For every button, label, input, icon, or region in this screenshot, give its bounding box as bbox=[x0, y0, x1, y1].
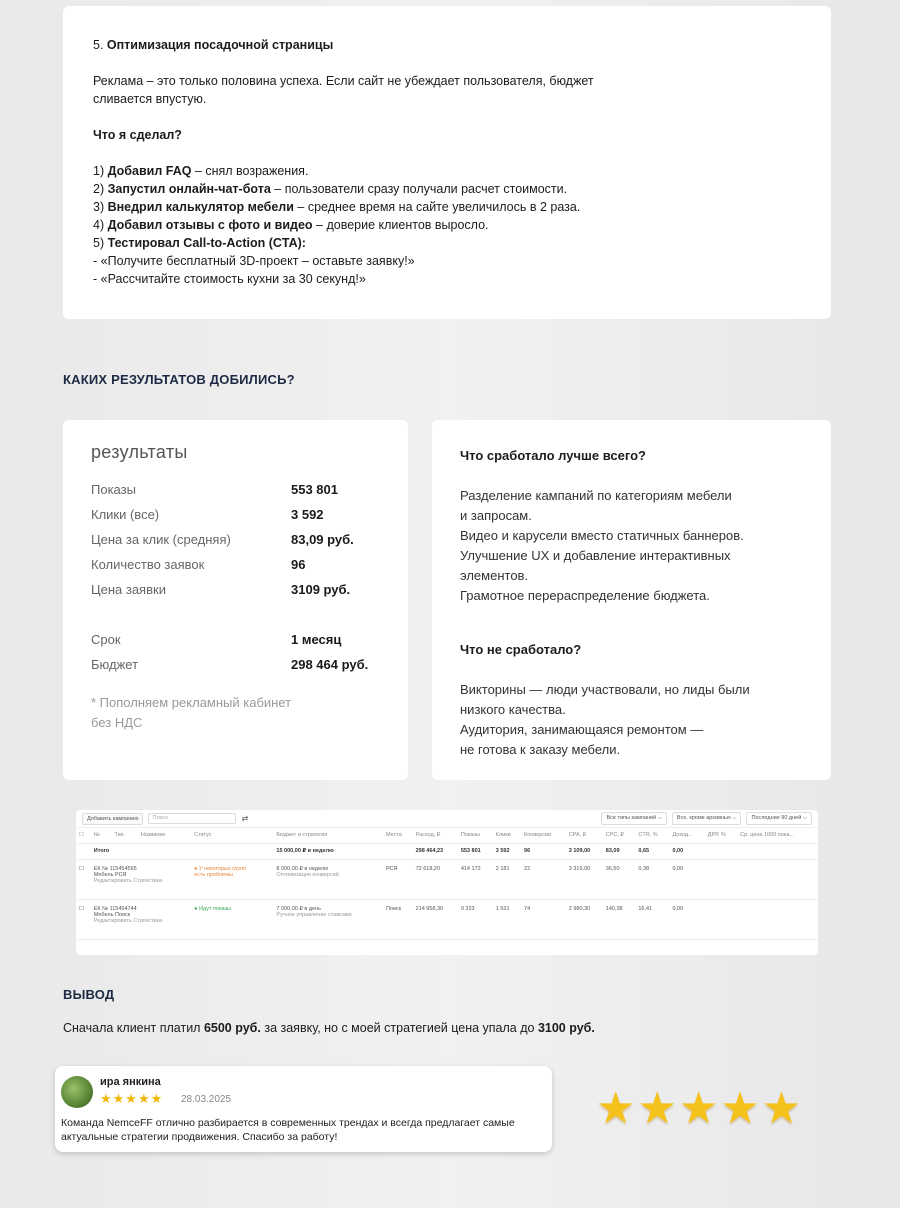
table-cell: 15 000,00 ₽ в неделю bbox=[273, 843, 383, 859]
column-header[interactable]: CPA, ₽ bbox=[566, 828, 603, 843]
campaign-links[interactable]: Редактировать Статистика bbox=[93, 877, 163, 884]
table-header-row bbox=[76, 828, 818, 843]
campaign-name[interactable]: Мебель РСЯ bbox=[93, 871, 127, 878]
metric-value: 3 592 bbox=[291, 507, 324, 522]
table-cell: 553 801 bbox=[458, 843, 493, 859]
cta-example: - «Получите бесплатный 3D-проект – оставьте заявку!» bbox=[93, 254, 415, 268]
column-header[interactable]: ДРР, % bbox=[705, 828, 737, 843]
table-cell: 0,38 bbox=[635, 859, 669, 899]
worked-line: элементов. bbox=[460, 568, 529, 583]
column-header[interactable]: Ср. цена 1000 пока... bbox=[737, 828, 818, 843]
archive-filter-select[interactable]: Все, кроме архивных ⌵ bbox=[672, 812, 742, 825]
table-cell: 9 323 bbox=[458, 899, 493, 939]
table-cell: 74 bbox=[521, 899, 566, 939]
row-checkbox[interactable]: ☐ bbox=[76, 859, 91, 899]
metric-value: 1 месяц bbox=[291, 632, 342, 647]
worked-heading: Что сработало лучше всего? bbox=[460, 448, 646, 463]
optimization-title: 5. Оптимизация посадочной страницы bbox=[93, 38, 334, 52]
strategy-value: Оптимизация конверсий bbox=[276, 871, 339, 878]
status-cell bbox=[191, 899, 273, 939]
table-row[interactable] bbox=[76, 859, 818, 899]
table-cell: 36,50 bbox=[603, 859, 636, 899]
metric-value: 553 801 bbox=[291, 482, 338, 497]
action-item: 5) Тестировал Call-to-Action (CTA): bbox=[93, 236, 306, 250]
worked-line: Грамотное перераспределение бюджета. bbox=[460, 588, 710, 603]
campaign-name[interactable]: Мебель Поиск bbox=[93, 911, 131, 918]
metric-value: 83,09 руб. bbox=[291, 532, 354, 547]
metric-row bbox=[91, 577, 380, 602]
table-cell: Поиск bbox=[383, 899, 413, 939]
column-header[interactable]: CPC, ₽ bbox=[603, 828, 636, 843]
column-header[interactable]: Тип bbox=[111, 828, 137, 843]
table-cell: 2 181 bbox=[493, 859, 521, 899]
table-row[interactable] bbox=[76, 899, 818, 939]
campaign-type-select[interactable]: Все типы кампаний ⌵ bbox=[601, 812, 666, 825]
metric-label: Срок bbox=[91, 632, 121, 647]
campaign-table-screenshot bbox=[76, 810, 818, 955]
what-worked-card bbox=[432, 420, 831, 780]
budget-cell bbox=[273, 899, 383, 939]
table-cell: 96 bbox=[521, 843, 566, 859]
results-heading: КАКИХ РЕЗУЛЬТАТОВ ДОБИЛИСЬ? bbox=[63, 372, 295, 387]
budget-value: 8 000,00 ₽ в неделю bbox=[276, 865, 329, 872]
rating-stars-icon: ★★★★★ bbox=[100, 1091, 164, 1106]
table-cell: РСЯ bbox=[383, 859, 413, 899]
table-cell: 83,09 bbox=[603, 843, 636, 859]
table-cell: 140,38 bbox=[603, 899, 636, 939]
campaign-id: ЕК № 115454744 bbox=[93, 905, 137, 912]
table-cell: 3 109,00 bbox=[566, 843, 603, 859]
not-worked-line: низкого качества. bbox=[460, 702, 566, 717]
column-header[interactable]: CTR, % bbox=[635, 828, 669, 843]
worked-line: Видео и карусели вместо статичных баннеров. bbox=[460, 528, 744, 543]
worked-line: Разделение кампаний по категориям мебели bbox=[460, 488, 732, 503]
table-toolbar bbox=[76, 810, 818, 828]
budget-cell bbox=[273, 859, 383, 899]
column-header[interactable]: Статус bbox=[191, 828, 273, 843]
avatar bbox=[61, 1076, 93, 1108]
metric-row bbox=[91, 652, 380, 677]
action-item: 3) Внедрил калькулятор мебели – среднее время на сайте увеличилось в 2 раза. bbox=[93, 200, 581, 214]
status-badge: ● Идут показы bbox=[194, 905, 231, 912]
conclusion-text: Сначала клиент платил 6500 руб. за заявку, но с моей стратегией цена упала до 3100 руб. bbox=[63, 1021, 595, 1035]
conclusion-heading: ВЫВОД bbox=[63, 987, 115, 1002]
review-text: Команда NemceFF отлично разбирается в современных трендах и всегда предлагает самые актуальные стратегии продвижения. Спасибо за работу! bbox=[61, 1117, 515, 1143]
review-date: 28.03.2025 bbox=[181, 1094, 232, 1105]
column-header[interactable]: Конверсии bbox=[521, 828, 566, 843]
campaign-name-cell[interactable] bbox=[91, 899, 191, 939]
table-cell: 414 172 bbox=[458, 859, 493, 899]
campaign-links[interactable]: Редактировать Статистика bbox=[93, 917, 163, 924]
review-card bbox=[55, 1066, 552, 1152]
column-header[interactable]: Расход, ₽ bbox=[413, 828, 458, 843]
campaign-table bbox=[76, 828, 818, 940]
metric-label: Бюджет bbox=[91, 657, 139, 672]
metric-row bbox=[91, 627, 380, 652]
column-header[interactable]: Название bbox=[138, 828, 191, 843]
column-header[interactable]: Места bbox=[383, 828, 413, 843]
period-select[interactable]: Последние 90 дней ⌵ bbox=[746, 812, 812, 825]
column-header[interactable]: Показы bbox=[458, 828, 493, 843]
metric-row bbox=[91, 552, 380, 577]
select-all-checkbox[interactable]: ☐ bbox=[76, 828, 91, 843]
column-header[interactable]: № bbox=[91, 828, 112, 843]
table-cell: Итого bbox=[91, 843, 191, 859]
not-worked-heading: Что не сработало? bbox=[460, 642, 582, 657]
table-total-row bbox=[76, 843, 818, 859]
add-campaign-button[interactable]: Добавить кампанию bbox=[82, 813, 143, 825]
metric-label: Показы bbox=[91, 482, 136, 497]
what-did-heading: Что я сделал? bbox=[93, 128, 182, 142]
results-card bbox=[63, 420, 408, 780]
strategy-value: Ручное управление ставками bbox=[276, 911, 352, 918]
column-header[interactable]: Клики bbox=[493, 828, 521, 843]
five-stars-icon: ★★★★★ bbox=[596, 1084, 804, 1133]
metric-row bbox=[91, 527, 380, 552]
filter-settings-icon[interactable]: ⇄ bbox=[241, 814, 249, 823]
campaign-id: ЕК № 115454565 bbox=[93, 865, 137, 872]
table-cell: 0,65 bbox=[635, 843, 669, 859]
status-badge: ● У некоторых групп есть проблемы bbox=[194, 865, 246, 878]
table-search-input[interactable]: Поиск bbox=[148, 813, 236, 824]
metric-value: 96 bbox=[291, 557, 306, 572]
metric-label: Цена за клик (средняя) bbox=[91, 532, 231, 547]
not-worked-line: не готова к заказу мебели. bbox=[460, 742, 621, 757]
table-cell: 1 531 bbox=[493, 899, 521, 939]
metric-row bbox=[91, 477, 380, 502]
worked-line: Улучшение UX и добавление интерактивных bbox=[460, 548, 731, 563]
metric-row bbox=[91, 502, 380, 527]
optimization-intro: Реклама – это только половина успеха. Если сайт не убеждает пользователя, бюджет сливается впустую. bbox=[93, 74, 594, 106]
table-cell: 22 bbox=[521, 859, 566, 899]
table-cell: 298 464,23 bbox=[413, 843, 458, 859]
metric-value: 3109 руб. bbox=[291, 582, 351, 597]
table-cell: 0,00 bbox=[669, 899, 704, 939]
action-item: 4) Добавил отзывы с фото и видео – доверие клиентов выросло. bbox=[93, 218, 489, 232]
table-cell: 0,00 bbox=[669, 843, 704, 859]
column-header[interactable]: Доход... bbox=[669, 828, 704, 843]
budget-value: 7 000,00 ₽ в день bbox=[276, 905, 321, 912]
action-item: 2) Запустил онлайн-чат-бота – пользователи сразу получали расчет стоимости. bbox=[93, 182, 568, 196]
campaign-name-cell[interactable] bbox=[91, 859, 191, 899]
table-cell: 16,41 bbox=[635, 899, 669, 939]
vat-note: * Пополняем рекламный кабинет без НДС bbox=[91, 695, 292, 730]
metric-label: Клики (все) bbox=[91, 507, 160, 522]
status-cell bbox=[191, 859, 273, 899]
reviewer-name: ира янкина bbox=[100, 1076, 161, 1088]
table-cell: 0,00 bbox=[669, 859, 704, 899]
metric-value: 298 464 руб. bbox=[291, 657, 369, 672]
table-cell: 72 618,20 bbox=[413, 859, 458, 899]
optimization-card bbox=[63, 6, 831, 319]
worked-line: и запросам. bbox=[460, 508, 532, 523]
table-cell: 3 319,00 bbox=[566, 859, 603, 899]
metric-label: Количество заявок bbox=[91, 557, 205, 572]
metric-label: Цена заявки bbox=[91, 582, 166, 597]
table-cell: 214 958,30 bbox=[413, 899, 458, 939]
table-cell: 3 592 bbox=[493, 843, 521, 859]
not-worked-line: Аудитория, занимающаяся ремонтом — bbox=[460, 722, 704, 737]
cta-example: - «Рассчитайте стоимость кухни за 30 секунд!» bbox=[93, 272, 366, 286]
table-cell: 2 980,30 bbox=[566, 899, 603, 939]
row-checkbox[interactable]: ☐ bbox=[76, 899, 91, 939]
results-title: результаты bbox=[91, 442, 188, 462]
not-worked-line: Викторины — люди участвовали, но лиды были bbox=[460, 682, 750, 697]
column-header[interactable]: Бюджет и стратегия bbox=[273, 828, 383, 843]
action-item: 1) Добавил FAQ – снял возражения. bbox=[93, 164, 309, 178]
